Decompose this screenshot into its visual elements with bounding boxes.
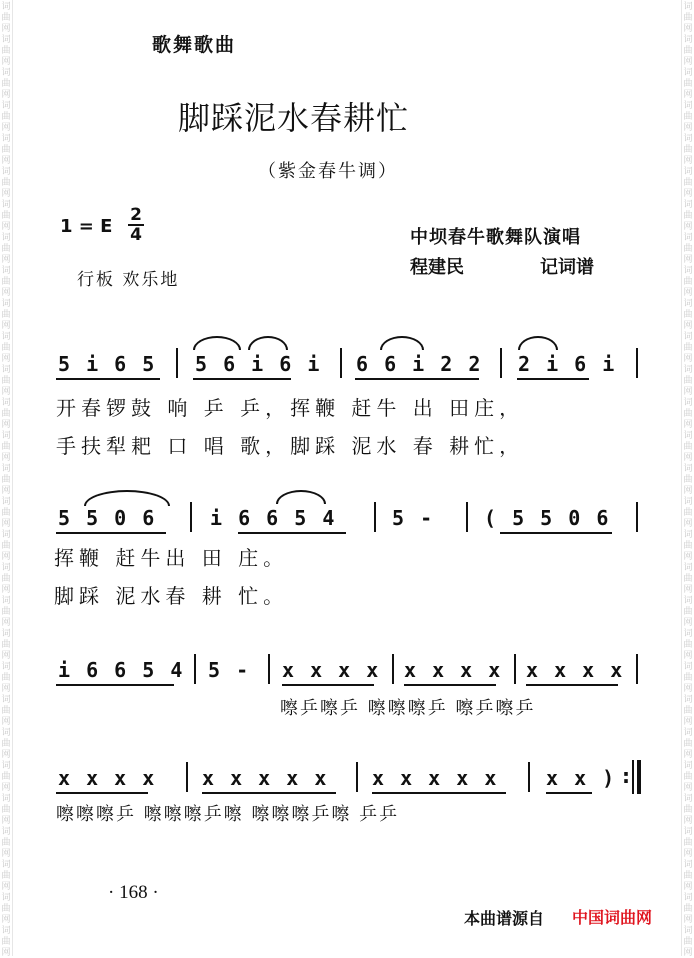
song-subtitle: （紫金春牛调） — [258, 161, 398, 182]
watermark-char: 词 — [683, 761, 693, 771]
watermark-char: 曲 — [1, 904, 11, 914]
watermark-char: 曲 — [1, 79, 11, 89]
watermark-char: 曲 — [1, 541, 11, 551]
watermark-char: 曲 — [1, 706, 11, 716]
barline — [194, 654, 196, 684]
watermark-char: 曲 — [1, 838, 11, 848]
author-name: 程建民 — [410, 257, 464, 278]
watermark-char: 词 — [683, 728, 693, 738]
watermark-char: 词 — [683, 101, 693, 111]
measure-4: x x x x — [404, 658, 503, 682]
watermark-char: 网 — [683, 717, 693, 727]
watermark-char: 网 — [1, 90, 11, 100]
watermark-char: 曲 — [1, 673, 11, 683]
underline-mark — [526, 684, 618, 686]
watermark-char: 词 — [1, 2, 11, 12]
watermark-char: 网 — [683, 585, 693, 595]
watermark-char: 曲 — [1, 112, 11, 122]
barline — [340, 348, 342, 378]
watermark-char: 曲 — [1, 739, 11, 749]
measure-2: x x x x x — [202, 766, 329, 790]
barline — [190, 502, 192, 532]
measure-5: x x x x — [526, 658, 625, 682]
watermark-char: 曲 — [1, 376, 11, 386]
watermark-char: 网 — [1, 618, 11, 628]
watermark-char: 曲 — [1, 772, 11, 782]
watermark-char: 网 — [1, 387, 11, 397]
slur-mark — [518, 336, 558, 350]
time-signature — [128, 206, 144, 244]
measure-3: x x x x x — [372, 766, 499, 790]
watermark-char: 网 — [683, 684, 693, 694]
watermark-char: 词 — [1, 827, 11, 837]
watermark-char: 曲 — [1, 409, 11, 419]
watermark-char: 网 — [1, 288, 11, 298]
watermark-char: 网 — [1, 651, 11, 661]
time-signature-top: 2 — [128, 206, 144, 226]
watermark-char: 曲 — [1, 46, 11, 56]
measure-3: 5 - — [392, 506, 435, 530]
lyric-verse-1: 开春锣鼓 响 乒 乒，挥鞭 赶牛 出 田庄， — [56, 396, 525, 420]
watermark-char: 网 — [1, 156, 11, 166]
watermark-char: 词 — [683, 233, 693, 243]
watermark-char: 词 — [1, 563, 11, 573]
watermark-char: 网 — [683, 24, 693, 34]
page-number: · 168 · — [108, 882, 159, 903]
watermark-char: 网 — [683, 519, 693, 529]
watermark-char: 词 — [683, 332, 693, 342]
slur-mark — [248, 336, 288, 350]
underline-mark — [56, 532, 166, 534]
watermark-char: 词 — [683, 167, 693, 177]
watermark-char: 曲 — [1, 640, 11, 650]
watermark-char: 词 — [1, 596, 11, 606]
underline-mark — [238, 532, 346, 534]
watermark-char: 词 — [1, 35, 11, 45]
watermark-char: 网 — [683, 816, 693, 826]
repeat-dots: : — [622, 764, 630, 788]
watermark-char: 词 — [1, 662, 11, 672]
measure-3: 6 6 i 2 2 — [356, 352, 483, 376]
watermark-char: 网 — [1, 420, 11, 430]
watermark-char: 曲 — [683, 13, 693, 23]
watermark-char: 词 — [1, 398, 11, 408]
watermark-char: 词 — [683, 662, 693, 672]
watermark-char: 网 — [1, 915, 11, 925]
watermark-char: 词 — [683, 860, 693, 870]
watermark-char: 网 — [1, 948, 11, 958]
measure-4: x x ) — [546, 766, 617, 790]
underline-mark — [355, 378, 479, 380]
watermark-char: 网 — [1, 24, 11, 34]
measure-4: 2 i 6 i — [518, 352, 617, 376]
measure-1: 5 5 0 6 — [58, 506, 157, 530]
watermark-char: 曲 — [1, 310, 11, 320]
underline-mark — [56, 378, 160, 380]
watermark-char: 词 — [1, 233, 11, 243]
measure-3: x x x x — [282, 658, 381, 682]
barline — [528, 762, 530, 792]
watermark-char: 曲 — [1, 211, 11, 221]
watermark-char: 词 — [683, 431, 693, 441]
watermark-char: 网 — [1, 189, 11, 199]
watermark-char: 词 — [1, 299, 11, 309]
watermark-char: 网 — [1, 684, 11, 694]
author-role: 记词谱 — [540, 257, 594, 278]
lyric-percussion: 嚓嚓嚓乒 嚓嚓嚓乒嚓 嚓嚓嚓乒嚓 乒乒 — [56, 804, 400, 825]
barline — [466, 502, 468, 532]
watermark-char: 网 — [1, 519, 11, 529]
watermark-char: 词 — [1, 695, 11, 705]
barline — [186, 762, 188, 792]
watermark-char: 词 — [1, 134, 11, 144]
watermark-char: 曲 — [683, 145, 693, 155]
measure-2: 5 - — [208, 658, 251, 682]
watermark-char: 曲 — [1, 805, 11, 815]
watermark-char: 词 — [683, 398, 693, 408]
watermark-char: 网 — [683, 57, 693, 67]
final-barline-thin — [632, 760, 634, 794]
watermark-char: 网 — [683, 255, 693, 265]
watermark-char: 曲 — [1, 871, 11, 881]
watermark-char: 曲 — [683, 211, 693, 221]
watermark-char: 网 — [683, 915, 693, 925]
underline-mark — [500, 532, 612, 534]
measure-1: 5 i 6 5 — [58, 352, 157, 376]
lyric-percussion: 嚓乒嚓乒 嚓嚓嚓乒 嚓乒嚓乒 — [280, 698, 536, 719]
slur-mark — [380, 336, 424, 350]
watermark-char: 词 — [683, 134, 693, 144]
watermark-char: 曲 — [1, 475, 11, 485]
watermark-char: 词 — [1, 728, 11, 738]
watermark-char: 曲 — [683, 937, 693, 947]
watermark-char: 曲 — [683, 46, 693, 56]
watermark-char: 曲 — [683, 574, 693, 584]
watermark-char: 词 — [1, 926, 11, 936]
slur-mark — [84, 490, 170, 506]
watermark-char: 网 — [1, 321, 11, 331]
watermark-char: 网 — [1, 222, 11, 232]
watermark-char: 曲 — [683, 310, 693, 320]
watermark-char: 网 — [683, 948, 693, 958]
underline-mark — [56, 684, 174, 686]
watermark-char: 曲 — [683, 805, 693, 815]
watermark-char: 词 — [683, 794, 693, 804]
watermark-char: 网 — [1, 585, 11, 595]
watermark-char: 词 — [683, 497, 693, 507]
watermark-char: 网 — [1, 717, 11, 727]
measure-1: x x x x — [58, 766, 157, 790]
watermark-char: 曲 — [1, 277, 11, 287]
tempo-marking: 行板 欢乐地 — [77, 270, 180, 290]
watermark-char: 词 — [1, 893, 11, 903]
watermark-char: 词 — [1, 365, 11, 375]
barline — [374, 502, 376, 532]
watermark-char: 曲 — [683, 607, 693, 617]
watermark-char: 网 — [1, 354, 11, 364]
watermark-char: 网 — [1, 255, 11, 265]
watermark-char: 词 — [1, 530, 11, 540]
watermark-char: 网 — [683, 189, 693, 199]
watermark-char: 曲 — [683, 772, 693, 782]
watermark-char: 词 — [683, 926, 693, 936]
underline-mark — [56, 792, 148, 794]
watermark-char: 网 — [683, 552, 693, 562]
watermark-char: 曲 — [683, 640, 693, 650]
watermark-char: 词 — [1, 464, 11, 474]
watermark-char: 网 — [683, 156, 693, 166]
watermark-char: 曲 — [1, 178, 11, 188]
watermark-char: 曲 — [683, 838, 693, 848]
barline — [392, 654, 394, 684]
watermark-char: 网 — [683, 453, 693, 463]
barline — [636, 348, 638, 378]
lyric-verse-2: 手扶犁耙 口 唱 歌，脚踩 泥水 春 耕忙， — [56, 434, 525, 458]
watermark-char: 曲 — [1, 574, 11, 584]
watermark-char: 曲 — [1, 442, 11, 452]
slur-mark — [276, 490, 326, 504]
watermark-char: 网 — [683, 750, 693, 760]
watermark-char: 曲 — [1, 13, 11, 23]
watermark-char: 曲 — [1, 145, 11, 155]
underline-mark — [193, 378, 291, 380]
watermark-char: 曲 — [683, 376, 693, 386]
source-site-link[interactable]: 中国词曲网 — [572, 908, 653, 927]
watermark-char: 词 — [1, 101, 11, 111]
watermark-char: 网 — [1, 123, 11, 133]
watermark-char: 曲 — [1, 508, 11, 518]
watermark-char: 网 — [1, 816, 11, 826]
watermark-char: 曲 — [683, 508, 693, 518]
underline-mark — [517, 378, 589, 380]
watermark-char: 词 — [683, 629, 693, 639]
slur-mark — [193, 336, 241, 350]
watermark-char: 词 — [1, 761, 11, 771]
watermark-char: 曲 — [1, 607, 11, 617]
watermark-char: 曲 — [1, 937, 11, 947]
underline-mark — [404, 684, 496, 686]
watermark-char: 词 — [1, 266, 11, 276]
watermark-char: 词 — [683, 266, 693, 276]
measure-1: i 6 6 5 4 — [58, 658, 185, 682]
watermark-char: 词 — [1, 794, 11, 804]
watermark-char: 网 — [683, 90, 693, 100]
watermark-char: 词 — [683, 530, 693, 540]
barline — [636, 502, 638, 532]
watermark-char: 网 — [1, 486, 11, 496]
watermark-char: 词 — [1, 431, 11, 441]
watermark-char: 网 — [683, 321, 693, 331]
measure-2: 5 6 i 6 i — [195, 352, 322, 376]
watermark-char: 曲 — [683, 541, 693, 551]
watermark-char: 网 — [683, 420, 693, 430]
watermark-char: 网 — [683, 387, 693, 397]
watermark-char: 词 — [1, 497, 11, 507]
watermark-char: 词 — [683, 200, 693, 210]
lyric-verse-1: 挥鞭 赶牛出 田 庄。 — [54, 546, 289, 570]
watermark-char: 词 — [683, 596, 693, 606]
underline-mark — [202, 792, 336, 794]
watermark-char: 曲 — [683, 871, 693, 881]
underline-mark — [372, 792, 506, 794]
watermark-char: 词 — [1, 629, 11, 639]
watermark-char: 曲 — [683, 79, 693, 89]
watermark-char: 网 — [683, 222, 693, 232]
final-barline-thick — [637, 760, 641, 794]
watermark-char: 词 — [1, 332, 11, 342]
watermark-char: 网 — [1, 783, 11, 793]
watermark-char: 网 — [683, 783, 693, 793]
watermark-char: 词 — [683, 563, 693, 573]
watermark-char: 网 — [1, 849, 11, 859]
watermark-char: 网 — [683, 618, 693, 628]
watermark-char: 曲 — [683, 739, 693, 749]
watermark-char: 网 — [683, 486, 693, 496]
source-label: 本曲谱源自 — [464, 909, 545, 928]
underline-mark — [546, 792, 592, 794]
measure-2: i 6 6 5 4 — [210, 506, 337, 530]
watermark-char: 曲 — [683, 112, 693, 122]
watermark-char: 曲 — [683, 706, 693, 716]
watermark-char: 曲 — [683, 244, 693, 254]
watermark-char: 词 — [683, 2, 693, 12]
watermark-char: 曲 — [683, 277, 693, 287]
watermark-char: 网 — [683, 849, 693, 859]
barline — [500, 348, 502, 378]
watermark-char: 网 — [683, 288, 693, 298]
watermark-char: 词 — [683, 35, 693, 45]
watermark-char: 词 — [683, 365, 693, 375]
watermark-char: 曲 — [683, 673, 693, 683]
time-signature-bottom: 4 — [130, 225, 142, 245]
watermark-char: 网 — [683, 354, 693, 364]
watermark-char: 网 — [1, 552, 11, 562]
watermark-char: 网 — [1, 750, 11, 760]
watermark-char: 词 — [1, 167, 11, 177]
watermark-char: 曲 — [683, 343, 693, 353]
watermark-char: 网 — [1, 453, 11, 463]
song-title: 脚踩泥水春耕忙 — [178, 99, 410, 137]
lyric-verse-2: 脚踩 泥水春 耕 忙。 — [54, 584, 289, 608]
watermark-char: 网 — [683, 882, 693, 892]
watermark-char: 曲 — [683, 904, 693, 914]
watermark-char: 词 — [683, 68, 693, 78]
watermark-char: 网 — [1, 882, 11, 892]
key-signature: 1 = E — [60, 216, 113, 237]
watermark-char: 网 — [683, 651, 693, 661]
watermark-char: 曲 — [1, 343, 11, 353]
underline-mark — [282, 684, 374, 686]
watermark-char: 词 — [1, 68, 11, 78]
performer-credit: 中坝春牛歌舞队演唱 — [410, 227, 581, 248]
watermark-char: 曲 — [683, 442, 693, 452]
barline — [176, 348, 178, 378]
watermark-char: 词 — [683, 299, 693, 309]
watermark-char: 词 — [683, 464, 693, 474]
measure-4: ( 5 5 0 6 — [484, 506, 611, 530]
watermark-char: 曲 — [683, 475, 693, 485]
watermark-char: 曲 — [683, 409, 693, 419]
watermark-char: 曲 — [683, 178, 693, 188]
category-label: 歌舞歌曲 — [152, 34, 237, 56]
barline — [636, 654, 638, 684]
watermark-char: 网 — [1, 57, 11, 67]
watermark-char: 词 — [1, 200, 11, 210]
barline — [268, 654, 270, 684]
watermark-char: 词 — [683, 827, 693, 837]
watermark-char: 词 — [683, 695, 693, 705]
barline — [356, 762, 358, 792]
watermark-char: 词 — [1, 860, 11, 870]
watermark-char: 曲 — [1, 244, 11, 254]
watermark-char: 网 — [683, 123, 693, 133]
watermark-char: 词 — [683, 893, 693, 903]
barline — [514, 654, 516, 684]
